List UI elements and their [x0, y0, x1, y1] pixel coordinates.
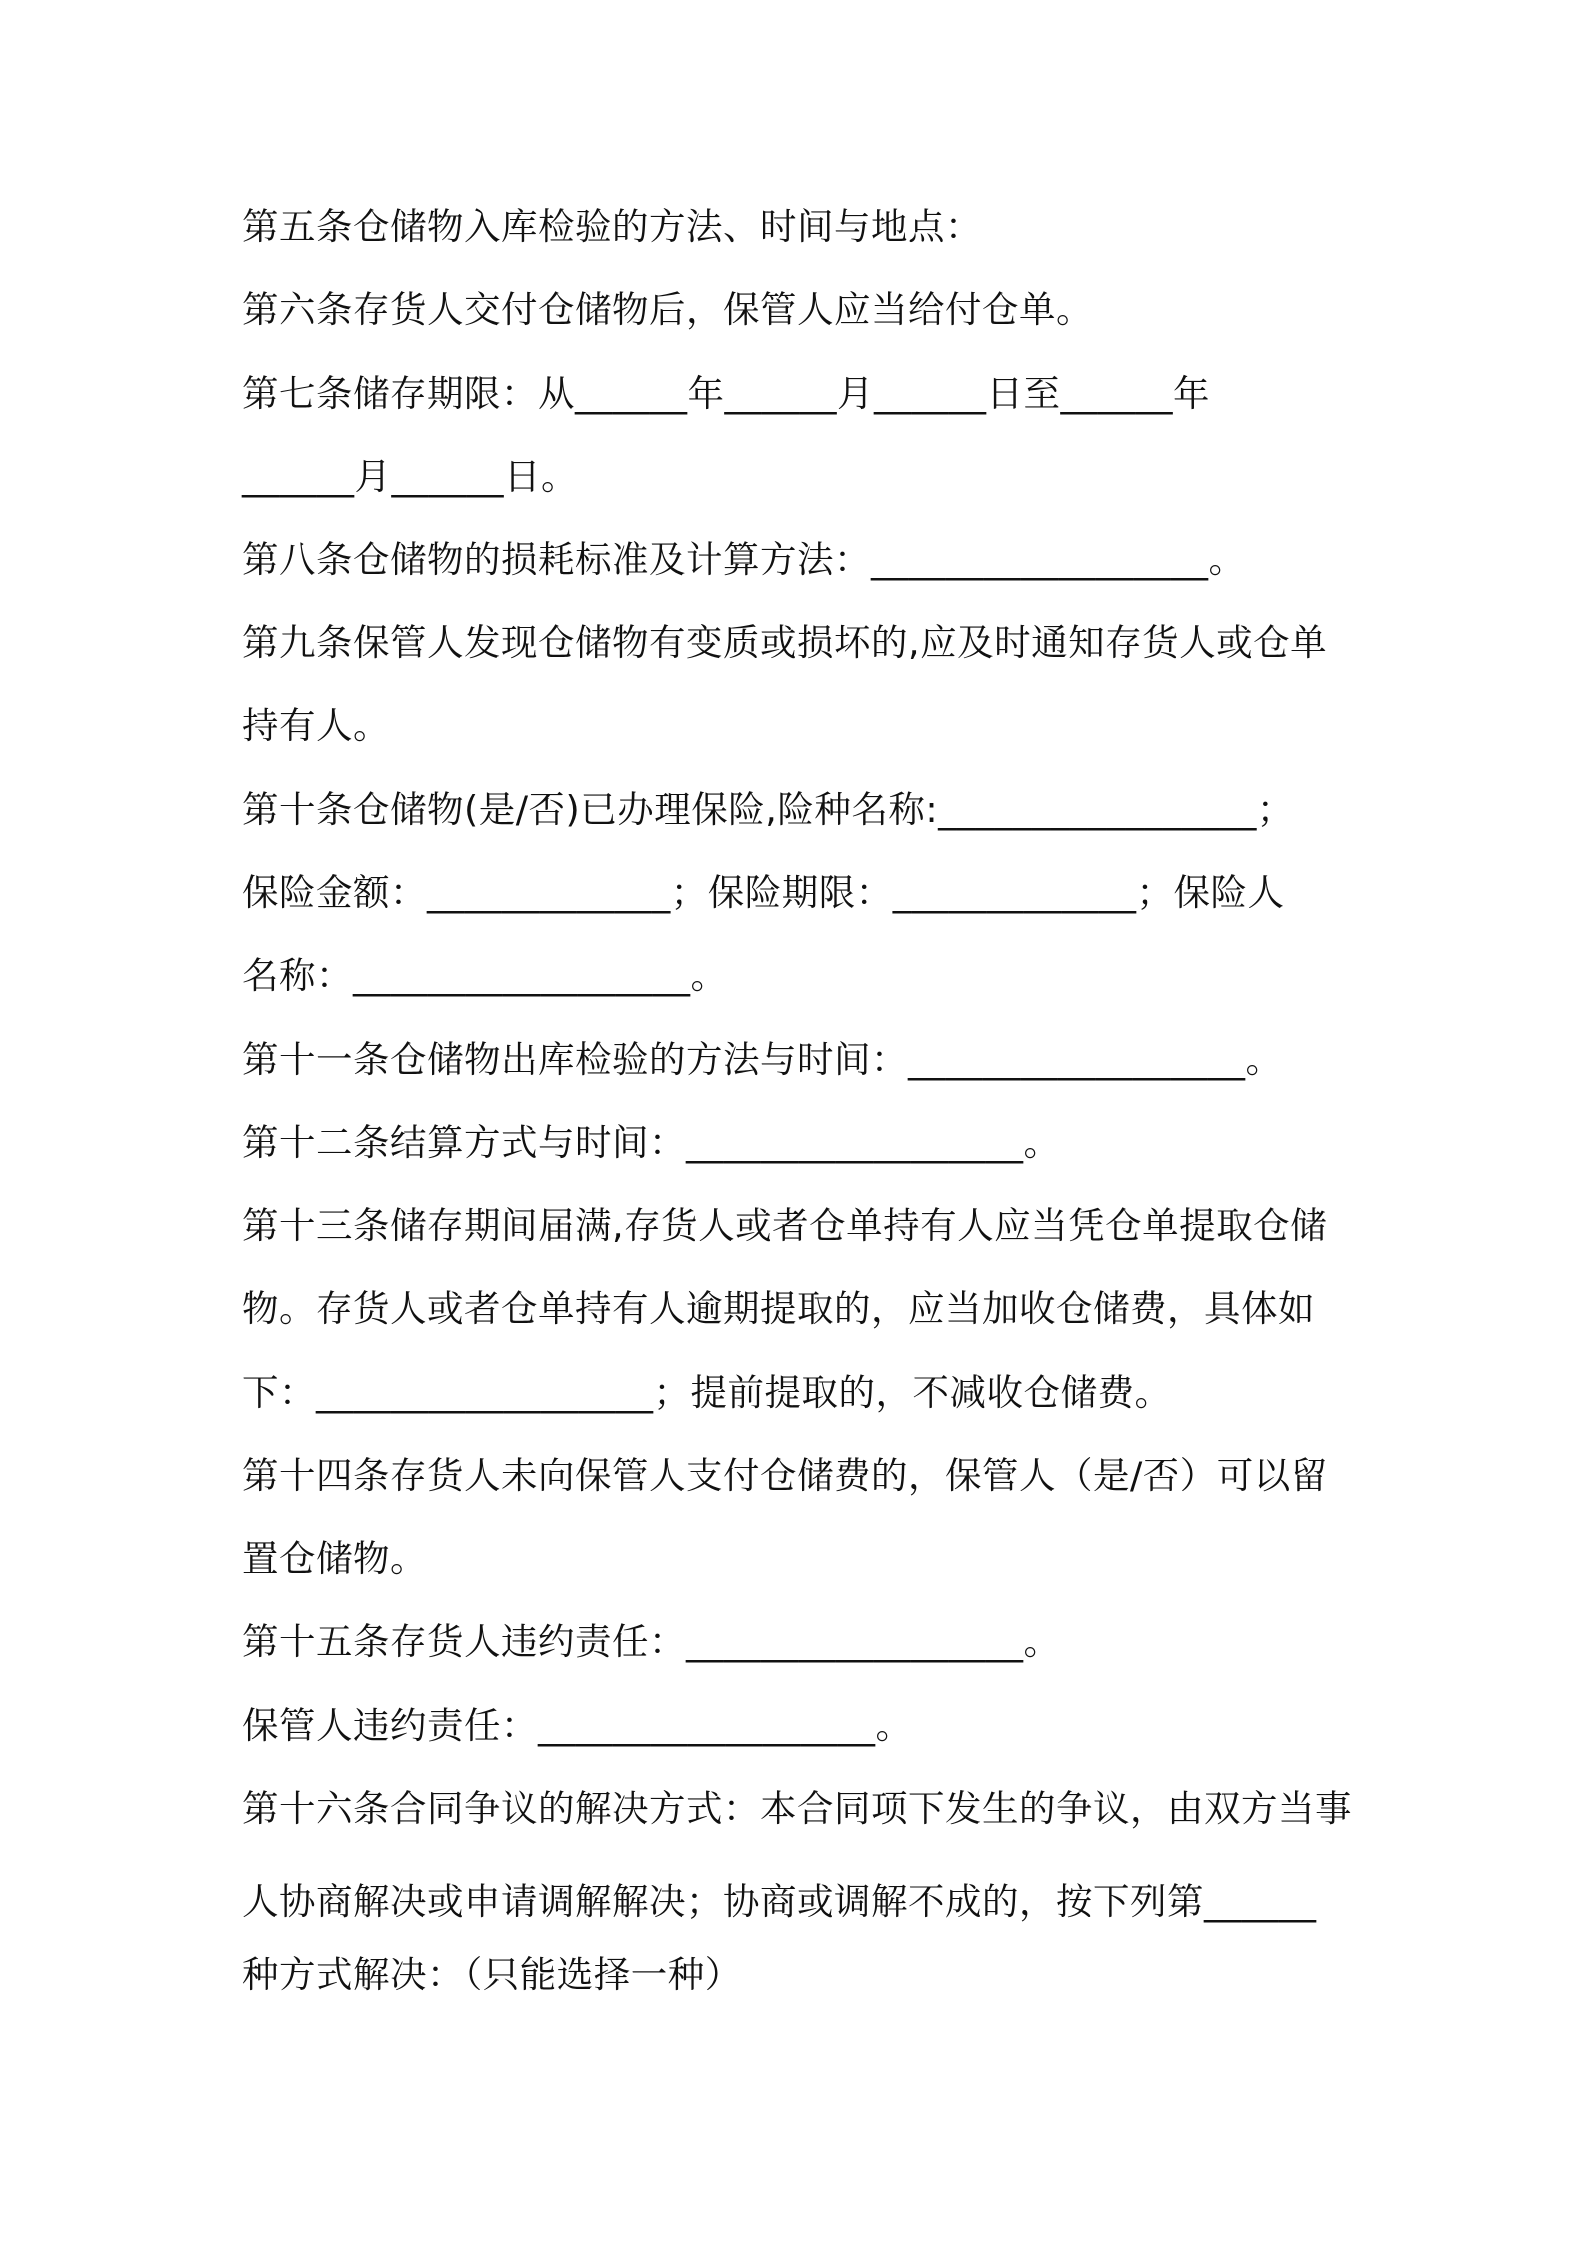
- clause-14-lien-cont: 置仓储物。: [242, 1537, 427, 1580]
- clause-7-storage-period-cont: ______月______日。: [242, 455, 578, 498]
- clause-16-dispute-resolution: 第十六条合同争议的解决方式：本合同项下发生的争议，由双方当事: [242, 1787, 1352, 1830]
- clause-11-outbound-inspection: 第十一条仓储物出库检验的方法与时间：__________________。: [242, 1038, 1283, 1081]
- clause-10-insurance: 第十条仓储物(是/否)已办理保险,险种名称:_________________；: [242, 788, 1294, 831]
- clause-5-inspection-on-entry: 第五条仓储物入库检验的方法、时间与地点：: [242, 205, 982, 248]
- clause-13-expiry-pickup-cont: 物。存货人或者仓单持有人逾期提取的，应当加收仓储费，具体如: [242, 1287, 1315, 1330]
- clause-10-insurance-amount: 保险金额：_____________；保险期限：_____________；保险人: [242, 871, 1285, 914]
- clause-9-deterioration-notice: 第九条保管人发现仓储物有变质或损坏的,应及时通知存货人或仓单: [242, 621, 1328, 664]
- clause-12-settlement: 第十二条结算方式与时间：__________________。: [242, 1121, 1061, 1164]
- clause-10-insurer-name: 名称：__________________。: [242, 954, 728, 997]
- clause-13-expiry-pickup: 第十三条储存期间届满,存货人或者仓单持有人应当凭仓单提取仓储: [242, 1204, 1328, 1247]
- clause-14-lien: 第十四条存货人未向保管人支付仓储费的，保管人（是/否）可以留: [242, 1454, 1328, 1497]
- clause-15-depositor-liability: 第十五条存货人违约责任：__________________。: [242, 1620, 1061, 1663]
- clause-6-warehouse-receipt: 第六条存货人交付仓储物后，保管人应当给付仓单。: [242, 288, 1093, 331]
- clause-7-storage-period: 第七条储存期限：从______年______月______日至______年: [242, 372, 1210, 415]
- clause-16-dispute-resolution-cont: 人协商解决或申请调解解决；协商或调解不成的，按下列第______: [242, 1880, 1317, 1923]
- clause-15-keeper-liability: 保管人违约责任：__________________。: [242, 1704, 913, 1747]
- clause-9-deterioration-notice-cont: 持有人。: [242, 704, 390, 747]
- clause-13-expiry-pickup-end: 下：__________________；提前提取的，不减收仓储费。: [242, 1371, 1172, 1414]
- clause-8-loss-standard: 第八条仓储物的损耗标准及计算方法：__________________。: [242, 538, 1246, 581]
- clause-16-dispute-resolution-end: 种方式解决：（只能选择一种）: [242, 1953, 742, 1996]
